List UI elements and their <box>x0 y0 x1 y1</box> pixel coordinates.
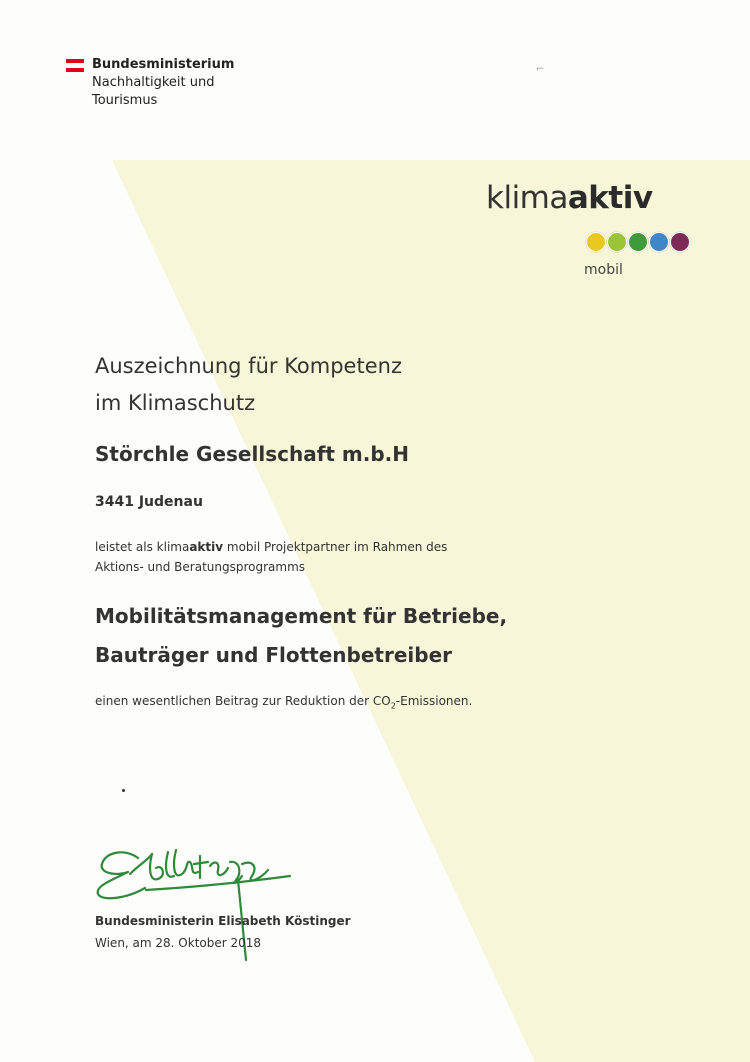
austria-flag-icon <box>66 59 84 72</box>
logo-word-bold: aktiv <box>567 180 653 216</box>
closing-prefix: einen wesentlichen Beitrag zur Reduktion der CO <box>95 694 391 708</box>
statement-text <box>95 537 515 577</box>
logo-word-light: klima <box>486 180 568 216</box>
company-address: 3441 Judenau <box>95 494 203 510</box>
program-title-line1: Mobilitätsmanagement für Betriebe, <box>95 604 508 628</box>
program-title-line2: Bauträger und Flottenbetreiber <box>95 643 453 667</box>
closing-text <box>95 694 472 710</box>
statement-brand-bold: aktiv <box>189 540 224 554</box>
scan-mark: ⌐ <box>536 64 545 75</box>
program-title <box>95 597 565 675</box>
green-dot-icon <box>628 232 648 252</box>
company-name: Störchle Gesellschaft m.b.H <box>95 442 410 466</box>
statement-line2: Aktions- und Beratungsprogramms <box>95 560 306 574</box>
award-title-line1: Auszeichnung für Kompetenz <box>95 354 402 378</box>
award-title <box>95 348 402 422</box>
place-and-date: Wien, am 28. Oktober 2018 <box>95 936 262 950</box>
signatory-title: Bundesministerin Elisabeth Köstinger <box>95 914 351 928</box>
blue-dot-icon <box>649 232 669 252</box>
statement-prefix: leistet als klima <box>95 540 190 554</box>
handwritten-signature <box>90 840 300 970</box>
logo-subtitle: mobil <box>584 262 623 278</box>
lightgreen-dot-icon <box>607 232 627 252</box>
ministry-name-line3: Tourismus <box>92 93 158 108</box>
ministry-name-line2: Nachhaltigkeit und <box>92 75 215 90</box>
ink-speck <box>122 789 125 792</box>
yellow-dot-icon <box>586 232 606 252</box>
closing-subscript: 2 <box>390 701 396 711</box>
ministry-name-line1: Bundesministerium <box>92 57 235 72</box>
closing-suffix: -Emissionen. <box>395 694 473 708</box>
purple-dot-icon <box>670 232 690 252</box>
statement-suffix: mobil Projektpartner im Rahmen des <box>223 540 448 554</box>
klimaaktiv-logo <box>486 180 653 216</box>
award-title-line2: im Klimaschutz <box>95 391 256 415</box>
